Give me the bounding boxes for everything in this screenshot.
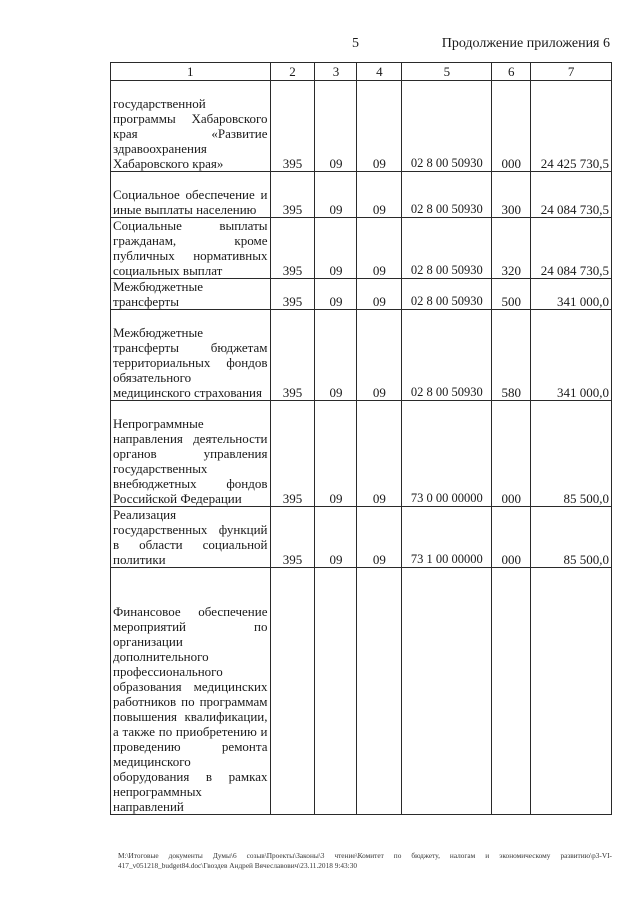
cell-subsection: 09 bbox=[357, 81, 402, 172]
cell-target-article: 02 8 00 50930 bbox=[402, 279, 492, 310]
cell-expense-type bbox=[492, 568, 531, 815]
table-row bbox=[111, 401, 612, 507]
column-header: 5 bbox=[402, 63, 492, 81]
row-name: Социальные выплаты гражданам, кроме публичных нормативных социальных выплат bbox=[111, 218, 271, 279]
cell-expense-type: 500 bbox=[492, 279, 531, 310]
cell-expense-type: 300 bbox=[492, 172, 531, 218]
cell-section: 09 bbox=[315, 401, 357, 507]
cell-subsection: 09 bbox=[357, 172, 402, 218]
cell-section: 09 bbox=[315, 310, 357, 401]
cell-expense-type: 580 bbox=[492, 310, 531, 401]
cell-target-article bbox=[402, 568, 492, 815]
page-number: 5 bbox=[352, 36, 359, 51]
column-header: 1 bbox=[111, 63, 271, 81]
column-header: 6 bbox=[492, 63, 531, 81]
cell-section: 09 bbox=[315, 172, 357, 218]
cell-section: 09 bbox=[315, 507, 357, 568]
cell-admin-code: 395 bbox=[270, 401, 315, 507]
cell-section: 09 bbox=[315, 279, 357, 310]
cell-expense-type: 320 bbox=[492, 218, 531, 279]
table-row bbox=[111, 507, 612, 568]
row-name: Социальное обеспечение и иные выплаты населению bbox=[111, 172, 271, 218]
cell-target-article: 02 8 00 50930 bbox=[402, 310, 492, 401]
budget-table bbox=[110, 62, 612, 815]
cell-admin-code: 395 bbox=[270, 507, 315, 568]
cell-subsection: 09 bbox=[357, 310, 402, 401]
row-name: государственной программы Хабаровского края «Развитие здравоохранения Хабаровского края» bbox=[111, 81, 271, 172]
table-row bbox=[111, 568, 612, 815]
table-row bbox=[111, 310, 612, 401]
table-row bbox=[111, 81, 612, 172]
row-name: Непрограммные направления деятельности органов управления государственных внебюджетных фондов Российской Федерации bbox=[111, 401, 271, 507]
row-name: Межбюджетные трансферты бюджетам территориальных фондов обязательного медицинского страхования bbox=[111, 310, 271, 401]
cell-amount: 24 084 730,5 bbox=[531, 218, 612, 279]
column-header: 2 bbox=[270, 63, 315, 81]
column-header: 7 bbox=[531, 63, 612, 81]
cell-admin-code: 395 bbox=[270, 310, 315, 401]
row-name: Межбюджетные трансферты bbox=[111, 279, 271, 310]
cell-subsection: 09 bbox=[357, 507, 402, 568]
table-row bbox=[111, 172, 612, 218]
cell-amount: 341 000,0 bbox=[531, 279, 612, 310]
cell-section: 09 bbox=[315, 218, 357, 279]
cell-target-article: 02 8 00 50930 bbox=[402, 172, 492, 218]
cell-amount: 341 000,0 bbox=[531, 310, 612, 401]
cell-target-article: 73 1 00 00000 bbox=[402, 507, 492, 568]
table-row bbox=[111, 279, 612, 310]
cell-admin-code: 395 bbox=[270, 81, 315, 172]
cell-amount: 85 500,0 bbox=[531, 507, 612, 568]
cell-target-article: 73 0 00 00000 bbox=[402, 401, 492, 507]
cell-amount bbox=[531, 568, 612, 815]
cell-amount: 24 425 730,5 bbox=[531, 81, 612, 172]
cell-admin-code bbox=[270, 568, 315, 815]
row-name: Финансовое обеспечение мероприятий по организации дополнительного профессионального образования медицинских работников по программам повышения квалификации, а также по приобретению и проведению ремонта медицинского оборудования в рамках непрограммных направлений bbox=[111, 568, 271, 815]
column-header: 3 bbox=[315, 63, 357, 81]
cell-admin-code: 395 bbox=[270, 218, 315, 279]
cell-section: 09 bbox=[315, 81, 357, 172]
cell-admin-code: 395 bbox=[270, 279, 315, 310]
table-header-row bbox=[111, 63, 612, 81]
cell-amount: 24 084 730,5 bbox=[531, 172, 612, 218]
cell-expense-type: 000 bbox=[492, 401, 531, 507]
cell-target-article: 02 8 00 50930 bbox=[402, 81, 492, 172]
cell-amount: 85 500,0 bbox=[531, 401, 612, 507]
column-header: 4 bbox=[357, 63, 402, 81]
cell-subsection: 09 bbox=[357, 401, 402, 507]
cell-subsection bbox=[357, 568, 402, 815]
cell-subsection: 09 bbox=[357, 218, 402, 279]
cell-target-article: 02 8 00 50930 bbox=[402, 218, 492, 279]
cell-expense-type: 000 bbox=[492, 81, 531, 172]
appendix-continuation-label: Продолжение приложения 6 bbox=[441, 36, 610, 51]
cell-subsection: 09 bbox=[357, 279, 402, 310]
row-name: Реализация государственных функций в области социальной политики bbox=[111, 507, 271, 568]
cell-expense-type: 000 bbox=[492, 507, 531, 568]
table-row bbox=[111, 218, 612, 279]
cell-section bbox=[315, 568, 357, 815]
cell-admin-code: 395 bbox=[270, 172, 315, 218]
document-file-path: M:\Итоговые документы Думы\6 созыв\Проекты\Законы\3 чтение\Комитет по бюджету, налогам и экономическому развитию\р3-VI-417_v051218_budget84.doc\Гвоздев Андрей Вячеславович\23.11.2018 9:43:30 bbox=[118, 851, 612, 870]
